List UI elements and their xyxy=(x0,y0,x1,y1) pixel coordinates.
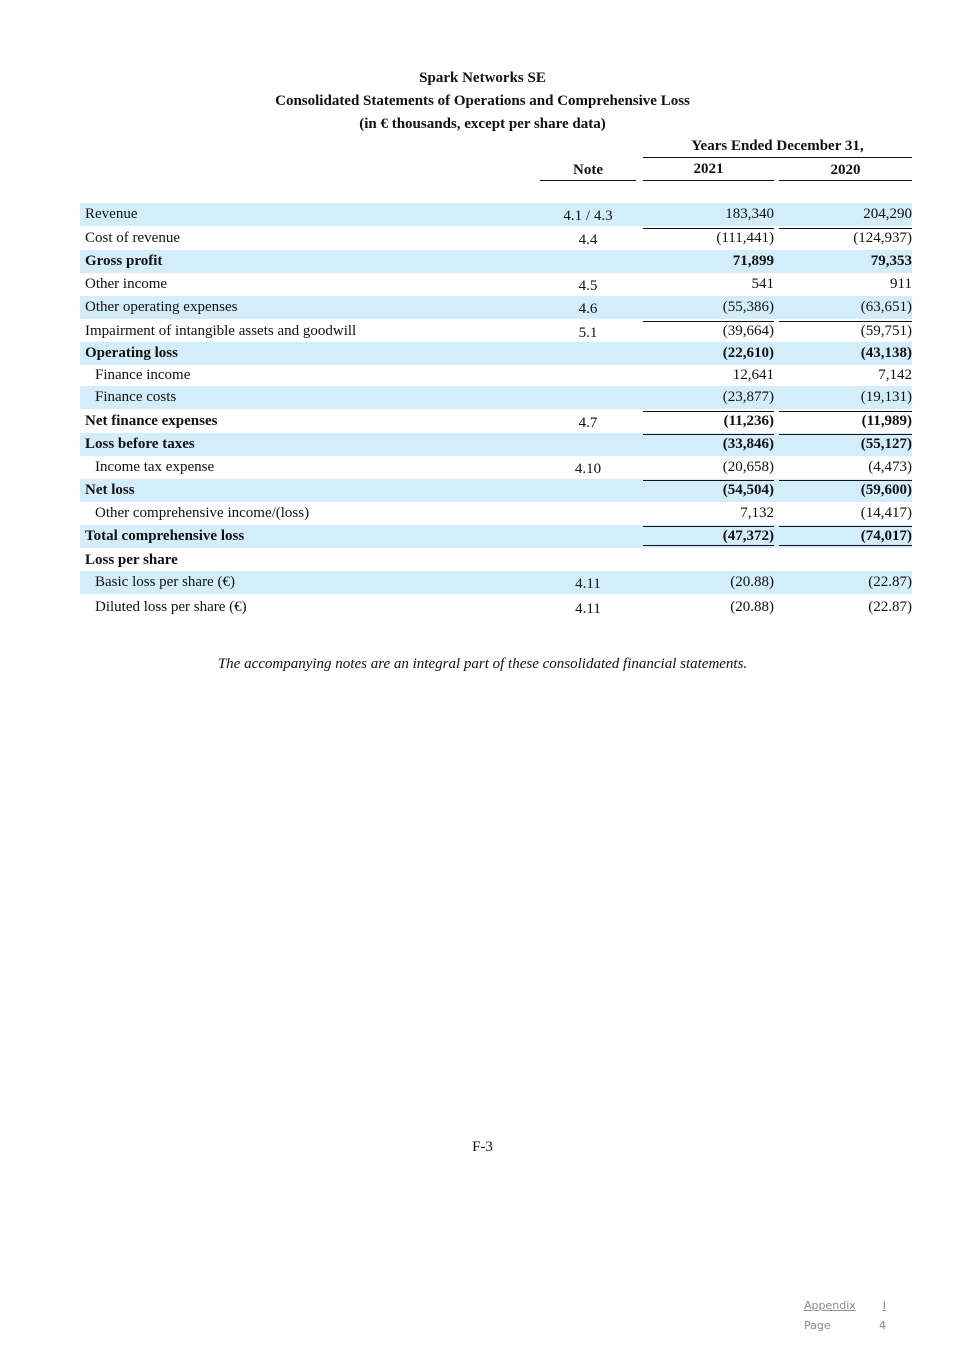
row-label: Loss before taxes xyxy=(85,436,195,452)
table-row xyxy=(80,410,912,433)
value-2020: 7,142 xyxy=(878,367,912,383)
value-2020: (19,131) xyxy=(860,389,912,405)
value-2021: 12,641 xyxy=(732,367,774,383)
statement-units: (in € thousands, except per share data) xyxy=(359,116,606,132)
value-2021: 183,340 xyxy=(725,206,774,222)
row-label: Revenue xyxy=(85,206,138,222)
company-name: Spark Networks SE xyxy=(419,70,546,86)
value-2021: 7,132 xyxy=(740,505,774,521)
value-2020: (124,937) xyxy=(779,228,912,247)
table-row xyxy=(80,479,912,502)
row-label: Net finance expenses xyxy=(85,413,218,429)
year-2021-header: 2021 xyxy=(643,161,774,181)
row-label: Cost of revenue xyxy=(85,230,180,246)
table-row xyxy=(80,342,912,365)
row-note: 4.4 xyxy=(578,232,598,248)
row-note: 5.1 xyxy=(578,325,598,341)
row-note: 4.10 xyxy=(574,461,602,477)
value-2021: (47,372) xyxy=(643,526,774,546)
row-label: Loss per share xyxy=(85,552,178,568)
value-2021: (23,877) xyxy=(722,389,774,405)
row-label: Gross profit xyxy=(85,253,163,269)
value-2021: (55,386) xyxy=(722,299,774,315)
value-2020: (63,651) xyxy=(860,299,912,315)
row-label: Finance income xyxy=(95,367,191,383)
appendix-label: Appendix xyxy=(804,1299,856,1312)
year-2020-header: 2020 xyxy=(779,162,912,181)
table-row xyxy=(80,227,912,250)
value-2020: (74,017) xyxy=(779,526,912,546)
table-row xyxy=(80,320,912,343)
table-row xyxy=(80,273,912,296)
appendix-page-label: Page xyxy=(804,1319,831,1332)
note-column-header: Note xyxy=(540,162,636,181)
value-2021: (33,846) xyxy=(643,434,774,453)
table-row xyxy=(80,502,912,525)
value-2020: 204,290 xyxy=(863,206,912,222)
row-label: Total comprehensive loss xyxy=(85,528,245,544)
row-label: Income tax expense xyxy=(95,459,215,475)
appendix-page-value: 4 xyxy=(879,1319,886,1332)
appendix-reference xyxy=(804,1299,886,1339)
table-row xyxy=(80,296,912,319)
table-row xyxy=(80,203,912,226)
row-label: Other income xyxy=(85,276,168,292)
table-row xyxy=(80,596,912,619)
footnote: The accompanying notes are an integral part of these consolidated financial statements. xyxy=(217,656,748,672)
row-label: Other operating expenses xyxy=(85,299,238,315)
value-2021: (20.88) xyxy=(730,599,774,615)
table-row xyxy=(80,525,912,548)
row-note: 4.11 xyxy=(575,601,601,617)
value-2021: (20,658) xyxy=(722,459,774,475)
row-label: Operating loss xyxy=(85,345,178,361)
value-2021: (22,610) xyxy=(722,345,774,361)
value-2020: (43,138) xyxy=(860,345,912,361)
value-2021: (54,504) xyxy=(643,480,774,499)
row-label: Diluted loss per share (€) xyxy=(95,599,247,615)
value-2020: (4,473) xyxy=(868,459,912,475)
statement-title: Consolidated Statements of Operations and Comprehensive Loss xyxy=(275,93,690,109)
value-2021: 541 xyxy=(751,276,774,292)
value-2021: (39,664) xyxy=(643,321,774,340)
table-row xyxy=(80,250,912,273)
value-2021: (111,441) xyxy=(643,228,774,247)
table-row xyxy=(80,433,912,456)
row-label: Impairment of intangible assets and goodwill xyxy=(85,323,357,339)
appendix-value: I xyxy=(882,1299,886,1312)
table-row xyxy=(80,364,912,387)
value-2020: (22.87) xyxy=(868,599,912,615)
value-2020: (22.87) xyxy=(868,574,912,590)
row-label: Finance costs xyxy=(95,389,177,405)
value-2020: (14,417) xyxy=(860,505,912,521)
value-2020: 79,353 xyxy=(870,253,912,269)
value-2020: (59,600) xyxy=(779,480,912,499)
row-note: 4.11 xyxy=(575,576,601,592)
value-2020: (55,127) xyxy=(779,434,912,453)
row-note: 4.6 xyxy=(578,301,598,317)
row-label: Other comprehensive income/(loss) xyxy=(95,505,310,521)
row-note: 4.5 xyxy=(578,278,598,294)
table-row xyxy=(80,456,912,479)
page-number: F-3 xyxy=(472,1139,493,1155)
value-2021: (11,236) xyxy=(643,411,774,430)
table-row xyxy=(80,549,912,572)
row-note: 4.7 xyxy=(578,415,598,431)
value-2021: (20.88) xyxy=(730,574,774,590)
table-row xyxy=(80,571,912,594)
row-label: Basic loss per share (€) xyxy=(95,574,235,590)
value-2021: 71,899 xyxy=(732,253,774,269)
years-ended-header: Years Ended December 31, xyxy=(643,138,912,158)
table-row xyxy=(80,386,912,409)
row-note: 4.1 / 4.3 xyxy=(563,208,613,224)
value-2020: (59,751) xyxy=(779,321,912,340)
row-label: Net loss xyxy=(85,482,135,498)
value-2020: 911 xyxy=(890,276,912,292)
value-2020: (11,989) xyxy=(779,411,912,430)
